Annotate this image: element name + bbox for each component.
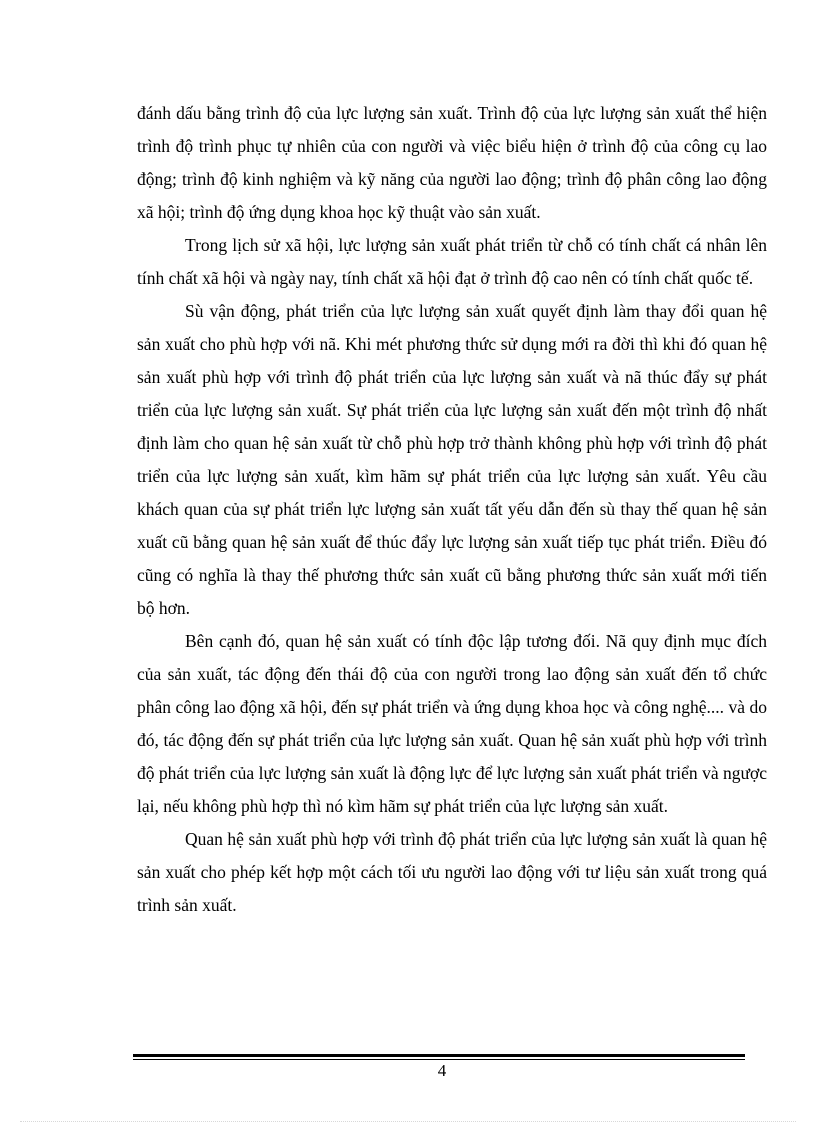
paragraph-suitable-relations: Quan hệ sản xuất phù hợp với trình độ phát triển của lực lượng sản xuất là quan hệ sản xuất cho phép kết hợp một cách tối ưu người lao động với tư liệu sản xuất trong quá trình sản xuất.	[137, 829, 767, 915]
document-body	[137, 97, 767, 922]
paragraph-relative-independence: Bên cạnh đó, quan hệ sản xuất có tính độc lập tương đối. Nã quy định mục đích của sản xuất, tác động đến thái độ của con người trong lao động sản xuất đến tổ chức phân công lao động xã hội, đến sự phát triển và ứng dụng khoa học và công nghệ.... và do đó, tác động đến sự phát triển của lực lượng sản xuất. Quan hệ sản xuất phù hợp với trình độ phát triển của lực lượng sản xuất là động lực để lực lượng sản xuất phát triển và ngược lại, nếu không phù hợp thì nó kìm hãm sự phát triển của lực lượng sản xuất.	[137, 631, 767, 816]
paragraph-productive-forces-history: Trong lịch sử xã hội, lực lượng sản xuất phát triển từ chỗ có tính chất cá nhân lên tính chất xã hội và ngày nay, tính chất xã hội đạt ở trình độ cao nên có tính chất quốc tế.	[137, 235, 767, 288]
footer-divider-thick	[133, 1054, 745, 1057]
page-number: 4	[437, 1061, 447, 1080]
paragraph-development-movement: Sù vận động, phát triển của lực lượng sản xuất quyết định làm thay đổi quan hệ sản xuất cho phù hợp với nã. Khi mét phương thức sử dụng mới ra đời thì khi đó quan hệ sản xuất phù hợp với trình độ phát triển của lực lượng sản xuất và nã thúc đẩy sự phát triển của lực lượng sản xuất. Sự phát triển của lực lượng sản xuất đến một trình độ nhất định làm cho quan hệ sản xuất từ chỗ phù hợp trở thành không phù hợp với trình độ phát triển của lực lượng sản xuất, kìm hãm sự phát triển của lực lượng sản xuất. Yêu cầu khách quan của sự phát triển lực lượng sản xuất tất yếu dẫn đến sù thay thế quan hệ sản xuất cũ bằng quan hệ sản xuất để thúc đẩy lực lượng sản xuất tiếp tục phát triển. Điều đó cũng có nghĩa là thay thế phương thức sản xuất cũ bằng phương thức sản xuất mới tiến bộ hơn.	[137, 301, 767, 618]
page-bottom-border	[20, 1121, 796, 1122]
paragraph-continuation: đánh dấu bằng trình độ của lực lượng sản xuất. Trình độ của lực lượng sản xuất thể hiện trình độ trình phục tự nhiên của con người và việc biểu hiện ở trình độ của công cụ lao động; trình độ kinh nghiệm và kỹ năng của người lao động; trình độ phân công lao động xã hội; trình độ ứng dụng khoa học kỹ thuật vào sản xuất.	[137, 103, 767, 222]
